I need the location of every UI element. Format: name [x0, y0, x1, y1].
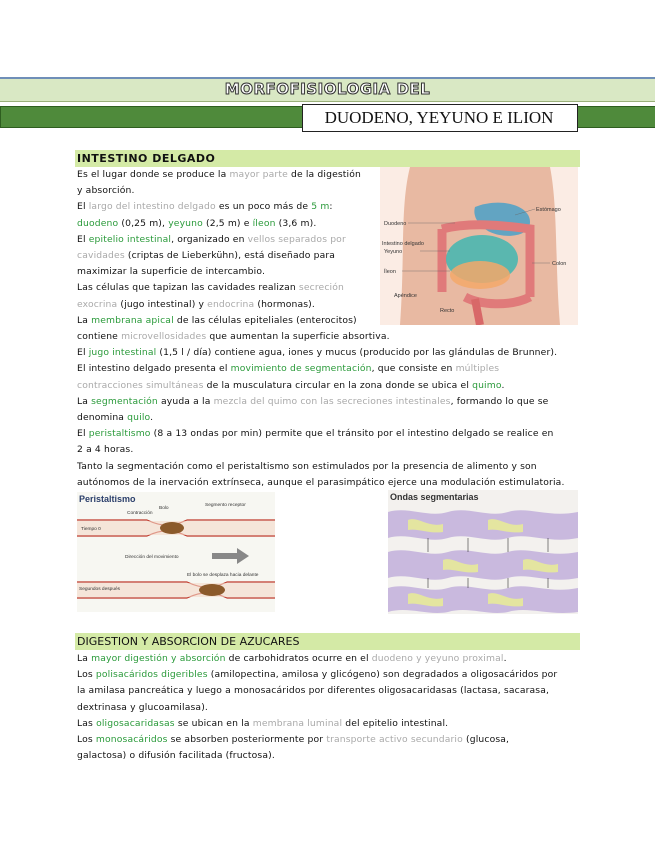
text-run: ayuda a la	[157, 395, 214, 407]
peristalsis-title: Peristaltismo	[79, 494, 136, 504]
text-run: (3,6 m).	[275, 217, 317, 229]
text-run: quilo	[127, 412, 151, 423]
text-line	[77, 426, 553, 442]
text-run: de carbohidratos ocurre en el	[225, 653, 372, 664]
text-run: que aumentan la superficie absortiva.	[206, 331, 390, 342]
text-run: .	[501, 379, 505, 391]
text-line	[77, 216, 316, 232]
text-run: .	[150, 412, 154, 423]
text-line	[77, 732, 509, 748]
text-run: cavidades	[77, 250, 125, 261]
text-line	[77, 264, 265, 280]
text-run: duodeno	[77, 217, 119, 229]
text-run: de la musculatura circular en la zona donde se ubica el	[203, 379, 473, 391]
text-run: largo del intestino delgado	[88, 201, 216, 213]
text-run: la amilasa pancreática y luego a monosacáridos por diferentes oligosacaridasas (lactasa, sacarasa,	[77, 685, 550, 697]
page-title-line1: MORFOFISIOLOGIA DEL	[224, 80, 431, 98]
text-line	[77, 329, 390, 345]
text-line	[77, 361, 499, 377]
text-run: El intestino delgado presenta el	[77, 363, 231, 375]
label-segundos: Segundos después	[79, 587, 121, 592]
text-line	[77, 183, 135, 199]
text-run: mayor parte	[229, 169, 288, 180]
text-run: maximizar la superficie de intercambio.	[77, 266, 266, 278]
text-run: .	[503, 653, 507, 664]
rectum-shape	[475, 299, 480, 325]
text-run: íleon	[252, 217, 276, 229]
label-recto: Recto	[440, 308, 455, 314]
text-run: , formando lo que se	[450, 395, 549, 407]
text-line	[77, 232, 346, 248]
text-run: membrana apical	[91, 314, 174, 326]
wave-row-3	[388, 586, 578, 613]
text-run: (2,5 m) e	[202, 217, 253, 229]
text-run: secreción	[298, 282, 345, 294]
label-estomago: Estómago	[536, 207, 561, 213]
peristalsis-figure	[77, 492, 275, 612]
segmentation-title: Ondas segmentarias	[390, 492, 479, 502]
label-yeyuno: Yeyuno	[384, 249, 403, 255]
text-run: peristaltismo	[88, 428, 151, 440]
text-run: contracciones simultáneas	[77, 379, 204, 391]
label-bolo-desplaza: El bolo se desplaza hacia delante	[187, 573, 259, 578]
text-run: quimo	[472, 379, 502, 391]
text-line	[77, 459, 537, 475]
text-run: de las células epiteliales (enterocitos)	[173, 314, 357, 326]
text-run: (criptas de Lieberkühn), está diseñado para	[124, 250, 336, 261]
text-run: movimiento de segmentación	[230, 363, 372, 375]
text-run: yeyuno	[168, 217, 203, 229]
text-line	[77, 394, 548, 410]
text-line	[77, 716, 448, 732]
bolus-bottom	[199, 584, 225, 596]
text-run: (0,25 m),	[118, 217, 169, 229]
text-run: transporte activo secundario	[326, 734, 463, 745]
label-apendice: Apéndice	[394, 293, 417, 299]
text-run: (amilopectina, amilosa y glicógeno) son degradados a oligosacáridos por	[207, 669, 558, 681]
text-run: Tanto la segmentación como el peristaltismo son estimulados por la presencia de alimento y son	[77, 460, 537, 472]
text-line	[77, 748, 275, 764]
text-line	[77, 410, 153, 426]
text-run: (8 a 13 ondas por min) permite que el tránsito por el intestino delgado se realice en	[150, 428, 554, 440]
text-run: El	[77, 428, 89, 440]
text-run: dextrinasa y glucoamilasa).	[77, 701, 209, 713]
text-run: , organizado en	[171, 233, 248, 245]
text-run: autónomos de la inervación extrínseca, aunque el parasimpático ejerce una modulación estimulatoria.	[77, 476, 565, 488]
text-run: Es el lugar donde se produce la	[77, 169, 230, 180]
text-run: (glucosa,	[462, 734, 510, 745]
text-run: denomina	[77, 412, 128, 423]
text-run: exocrina	[77, 298, 118, 310]
text-run: de la digestión	[287, 169, 362, 180]
text-run: duodeno y yeyuno proximal	[371, 653, 504, 664]
text-run: se absorben posteriormente por	[167, 734, 327, 745]
text-run: segmentación	[91, 395, 158, 407]
text-run: (hormonas).	[254, 298, 315, 310]
text-run: y absorción.	[77, 185, 135, 197]
wave-row-2	[388, 550, 578, 579]
label-contraccion: Contracción	[127, 511, 153, 516]
text-run: polisacáridos digeribles	[95, 669, 208, 681]
text-run: microvellosidades	[121, 331, 207, 342]
text-line	[77, 248, 335, 264]
text-line	[77, 280, 344, 296]
text-run: (1,5 l / día) contiene agua, iones y mucus (producido por las glándulas de Brunner).	[156, 347, 558, 359]
text-line	[77, 297, 315, 313]
text-run: del epitelio intestinal.	[342, 717, 449, 729]
section-heading-intestino: INTESTINO DELGADO	[75, 150, 580, 167]
text-run: El	[77, 347, 89, 359]
label-duodeno: Duodeno	[384, 221, 407, 227]
anatomy-figure	[380, 167, 578, 325]
bolus-top	[160, 522, 184, 534]
text-run: contiene	[77, 331, 122, 342]
label-colon: Colon	[552, 261, 567, 267]
text-run: La	[77, 395, 92, 407]
segmentation-figure	[388, 490, 578, 614]
text-line	[77, 651, 507, 667]
text-line	[77, 442, 133, 458]
label-ileon: Íleon	[384, 269, 396, 275]
text-run: se ubican en la	[174, 717, 253, 729]
text-run: epitelio intestinal	[88, 233, 172, 245]
text-run: mayor digestión y absorción	[91, 653, 226, 664]
text-run: vellos separados por	[247, 233, 346, 245]
label-intestino-delgado: Intestino delgado	[382, 241, 424, 247]
text-run: , que consiste en	[371, 363, 456, 375]
text-run: La	[77, 314, 92, 326]
text-run: Las células que tapizan las cavidades realizan	[77, 282, 299, 294]
label-tiempo-0: Tiempo 0	[81, 527, 101, 532]
text-run: 2 a 4 horas.	[77, 444, 134, 456]
ileum-shape	[450, 261, 510, 289]
text-line	[77, 199, 333, 215]
text-run: es un poco más de	[215, 201, 312, 213]
text-run: galactosa) o difusión facilitada (fructosa).	[77, 750, 275, 762]
text-run: mezcla del quimo con las secreciones intestinales	[213, 395, 451, 407]
text-run: 5 m	[311, 201, 330, 213]
text-run: La	[77, 653, 92, 664]
text-run: membrana luminal	[252, 717, 343, 729]
text-run: monosacáridos	[95, 734, 168, 745]
text-run: :	[329, 201, 333, 213]
text-run: jugo intestinal	[88, 347, 157, 359]
text-run: (jugo intestinal) y	[117, 298, 208, 310]
text-run: El	[77, 233, 89, 245]
text-run: endocrina	[207, 298, 255, 310]
text-line	[77, 667, 557, 683]
text-line	[77, 378, 505, 394]
text-run: El	[77, 201, 89, 213]
text-run: múltiples	[455, 363, 500, 375]
text-line	[77, 313, 357, 329]
label-bolo: Bolo	[159, 506, 169, 511]
text-line	[77, 167, 361, 183]
text-line	[77, 683, 549, 699]
text-run: Los	[77, 669, 96, 681]
section-heading-azucares: DIGESTION Y ABSORCION DE AZUCARES	[75, 633, 580, 650]
label-segmento-receptor: Segmento receptor	[205, 503, 246, 508]
text-run: Las	[77, 717, 97, 729]
text-line	[77, 345, 557, 361]
wave-row-1	[388, 510, 578, 539]
text-line	[77, 475, 565, 491]
page-title-line2: DUODENO, YEYUNO E ILION	[324, 108, 554, 127]
label-direccion: Dirección del movimiento	[125, 555, 179, 560]
text-line	[77, 700, 208, 716]
text-run: oligosacaridasas	[96, 717, 175, 729]
text-run: Los	[77, 734, 96, 745]
